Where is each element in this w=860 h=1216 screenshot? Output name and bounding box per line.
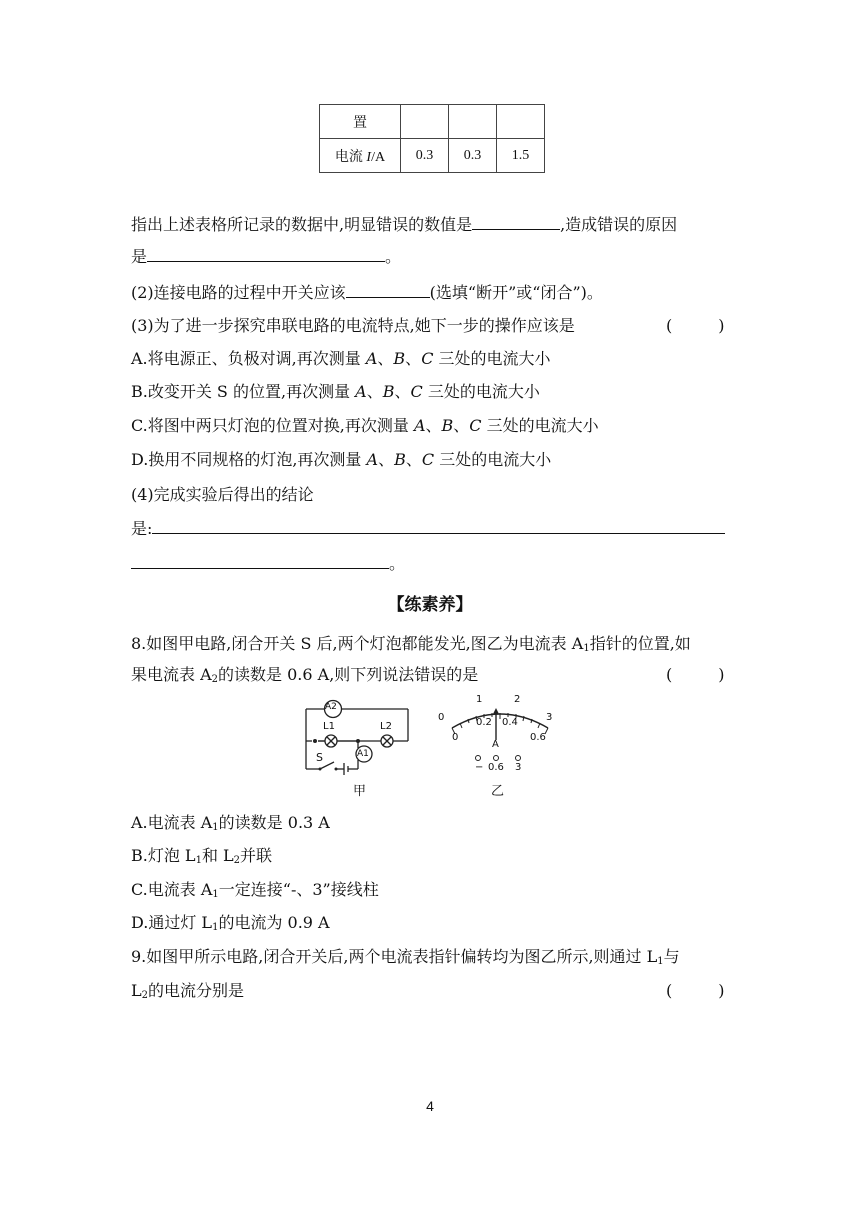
question-9-line1 [131, 946, 680, 968]
question-text: (选填“断开”或“闭合”)。 [429, 283, 603, 302]
question-text: 指针的位置,如 [589, 634, 691, 653]
question-text: ,造成错误的原因 [560, 215, 678, 234]
table-cell: 0.3 [401, 139, 449, 173]
question-text: 的读数是 0.6 A,则下列说法错误的是 [218, 665, 479, 684]
dial-top-tick: 0 [438, 712, 445, 723]
answer-blank[interactable] [147, 247, 385, 262]
question-text: 果电流表 A [131, 665, 212, 684]
circuit-diagram-jia [298, 696, 423, 800]
question-text: 8.如图甲电路,闭合开关 S 后,两个灯泡都能发光,图乙为电流表 A [131, 634, 584, 653]
sep: 、 [366, 382, 383, 401]
point-c: C [421, 349, 434, 368]
question-9-line2 [131, 980, 244, 1002]
question-text: 是 [131, 247, 148, 266]
option-text: 并联 [240, 846, 273, 865]
sep: 、 [453, 416, 470, 435]
question-2 [131, 282, 603, 304]
sep: 、 [425, 416, 442, 435]
table-label-text: 电流 [334, 149, 367, 165]
section-heading: 【练素养】 [387, 595, 473, 615]
current-data-table [319, 104, 545, 173]
option-text: 三处的电流大小 [427, 382, 540, 401]
table-cell [497, 105, 545, 139]
dial-bottom-tick: 0.2 [476, 717, 492, 728]
dial-bottom-tick: 0 [452, 732, 459, 743]
paren-open: ( [666, 316, 673, 335]
option-c[interactable] [131, 415, 599, 437]
option-text: 一定连接“-、3”接线柱 [218, 880, 379, 899]
question-8-line1 [131, 633, 691, 655]
point-a: A [366, 450, 379, 469]
question-line [131, 246, 401, 268]
option-text: 三处的电流大小 [439, 450, 552, 469]
answer-blank[interactable] [472, 215, 560, 230]
question-8-line2 [131, 664, 478, 686]
point-a: A [413, 416, 426, 435]
table-row [320, 105, 545, 139]
q8-option-a[interactable] [131, 812, 330, 834]
ammeter-a1-label: A1 [357, 749, 369, 759]
ammeter-a2-label: A2 [325, 702, 337, 712]
figure-label-jia: 甲 [353, 784, 367, 799]
option-text: B.灯泡 L [131, 846, 196, 865]
question-text: 。 [389, 554, 406, 573]
point-a: A [365, 349, 378, 368]
question-text: 的电流分别是 [148, 981, 245, 1000]
switch-s-label: S [316, 751, 323, 764]
table-cell: 置 [320, 105, 401, 139]
subscript: 1 [583, 643, 590, 654]
sep: 、 [405, 349, 422, 368]
question-4-stem: (4)完成实验后得出的结论 [131, 485, 314, 504]
paren-close: ) [718, 665, 725, 684]
figure-label-yi: 乙 [491, 784, 505, 799]
point-b: B [441, 416, 454, 435]
dial-top-tick: 3 [546, 712, 553, 723]
terminal-label: 0.6 [488, 762, 504, 773]
answer-parentheses[interactable] [666, 980, 725, 1002]
paren-close: ) [718, 316, 725, 335]
option-text: 三处的电流大小 [486, 416, 599, 435]
answer-blank[interactable] [131, 554, 389, 569]
point-b: B [382, 382, 395, 401]
point-c: C [410, 382, 423, 401]
sep: 、 [378, 450, 395, 469]
option-b[interactable] [131, 381, 540, 403]
subscript: 1 [212, 889, 219, 900]
question-text: 与 [663, 947, 680, 966]
option-text: D.通过灯 L [131, 913, 213, 932]
terminal-label: 3 [515, 762, 522, 773]
q8-option-d[interactable] [131, 912, 330, 934]
table-cell: 0.3 [449, 139, 497, 173]
question-text: 9.如图甲所示电路,闭合开关后,两个电流表指针偏转均为图乙所示,则通过 L [131, 947, 658, 966]
question-text: 指出上述表格所记录的数据中,明显错误的数值是 [131, 215, 473, 234]
paren-open: ( [666, 665, 673, 684]
option-text: 的电流为 0.9 A [218, 913, 330, 932]
q8-option-b[interactable] [131, 845, 272, 867]
option-text: B.改变开关 S 的位置,再次测量 [131, 382, 356, 401]
question-text: (2)连接电路的过程中开关应该 [131, 283, 346, 302]
answer-parentheses[interactable] [666, 664, 725, 686]
subscript: 2 [141, 990, 148, 1001]
terminal-label: − [475, 762, 484, 773]
option-text: 和 L [201, 846, 234, 865]
question-4-line [131, 553, 405, 575]
ammeter-dial-yi [438, 696, 562, 800]
table-row [320, 139, 545, 173]
point-a: A [355, 382, 367, 401]
option-d[interactable] [131, 449, 551, 471]
sep: 、 [377, 349, 394, 368]
option-text: A.电流表 A [131, 813, 213, 832]
point-b: B [393, 349, 406, 368]
dial-unit: A [492, 739, 499, 750]
point-c: C [469, 416, 482, 435]
question-line [131, 214, 677, 236]
question-3-stem: (3)为了进一步探究串联电路的电流特点,她下一步的操作应该是 [131, 316, 575, 335]
answer-blank[interactable] [346, 283, 430, 298]
answer-blank[interactable] [152, 519, 725, 534]
question-text: 是: [131, 519, 153, 538]
subscript: 1 [657, 956, 664, 967]
table-cell [401, 105, 449, 139]
table-cell [320, 139, 401, 173]
lamp-l1-label: L1 [323, 721, 335, 732]
answer-parentheses[interactable] [666, 315, 725, 337]
dial-bottom-tick: 0.4 [502, 717, 518, 728]
option-a[interactable] [131, 348, 551, 370]
dial-top-tick: 1 [476, 694, 483, 705]
lamp-l2-label: L2 [380, 721, 392, 732]
paren-open: ( [666, 981, 673, 1000]
table-label-unit: /A [371, 149, 386, 165]
subscript: 1 [195, 855, 202, 866]
question-text: L [131, 981, 142, 1000]
option-text: A.将电源正、负极对调,再次测量 [131, 349, 366, 368]
sep: 、 [394, 382, 411, 401]
table-label-var: I [366, 149, 372, 165]
question-text: 。 [385, 247, 402, 266]
option-text: 的读数是 0.3 A [218, 813, 330, 832]
option-text: 三处的电流大小 [438, 349, 551, 368]
q8-option-c[interactable] [131, 879, 379, 901]
page-number: 4 [426, 1098, 434, 1114]
table-cell [449, 105, 497, 139]
option-text: D.换用不同规格的灯泡,再次测量 [131, 450, 367, 469]
subscript: 2 [211, 674, 219, 685]
sep: 、 [405, 450, 422, 469]
option-text: C.电流表 A [131, 880, 213, 899]
dial-top-tick: 2 [514, 694, 521, 705]
option-text: C.将图中两只灯泡的位置对换,再次测量 [131, 416, 414, 435]
subscript: 1 [212, 822, 219, 833]
dial-bottom-tick: 0.6 [530, 732, 546, 743]
point-c: C [421, 450, 435, 469]
point-b: B [394, 450, 406, 469]
subscript: 2 [233, 855, 241, 866]
paren-close: ) [718, 981, 725, 1000]
subscript: 1 [212, 922, 219, 933]
question-4-line [131, 518, 725, 540]
table-cell: 1.5 [497, 139, 545, 173]
